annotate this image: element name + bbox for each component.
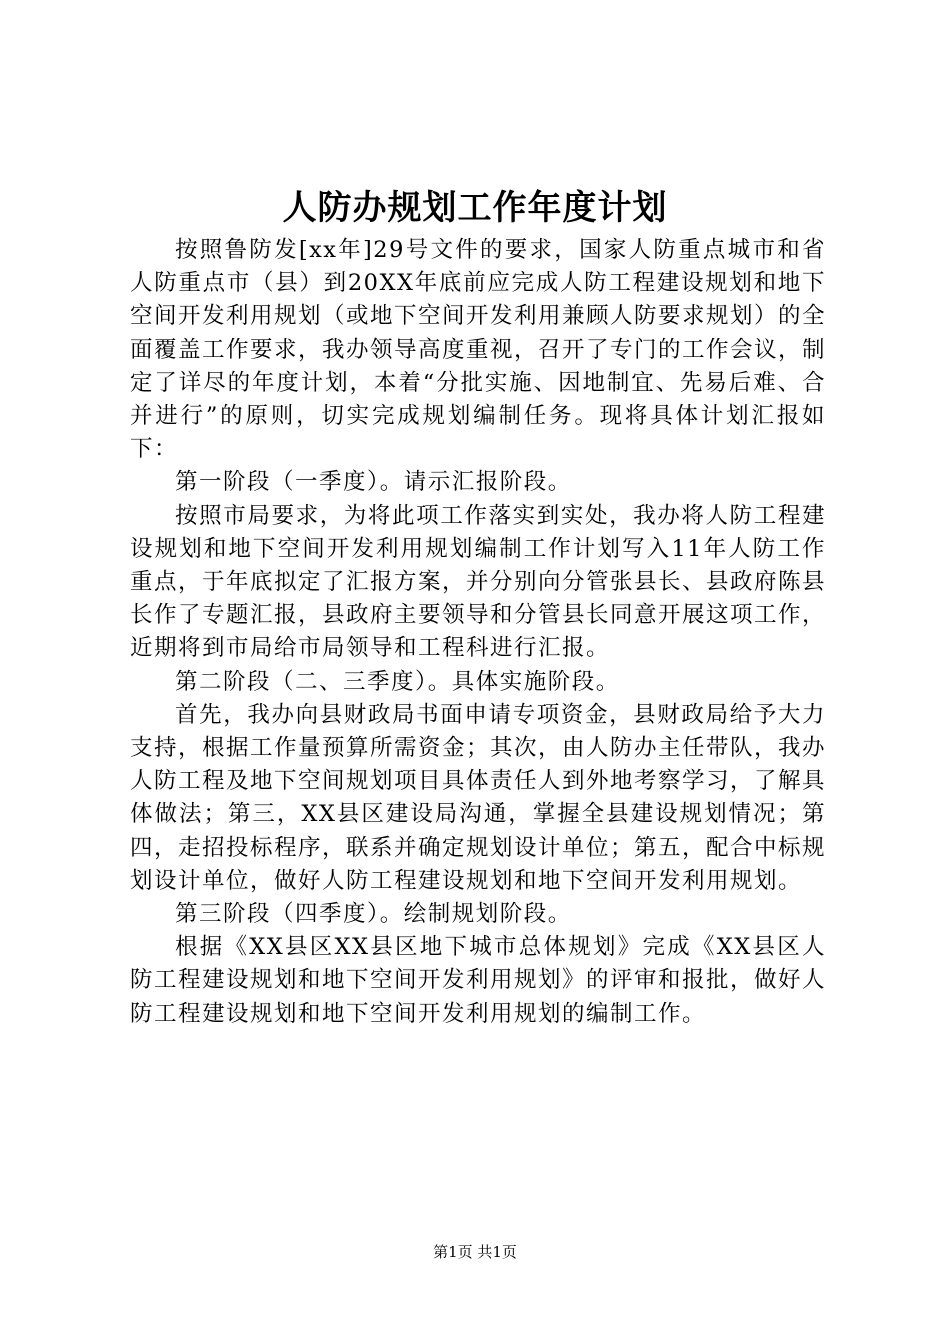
paragraph-phase-2-body: 首先，我办向县财政局书面申请专项资金，县财政局给予大力支持，根据工作量预算所需资金；其次，由人防办主任带队，我办人防工程及地下空间规划项目具体责任人到外地考察学习，了解具体做法；第三，XX县区建设局沟通，掌握全县建设规划情况；第四，走招投标程序，联系并确定规划设计单位；第五，配合中标规划设计单位，做好人防工程建设规划和地下空间开发利用规划。 <box>130 701 827 894</box>
paragraph-phase-1-body: 按照市局要求，为将此项工作落实到实处，我办将人防工程建设规划和地下空间开发利用规划编制工作计划写入11年人防工作重点，于年底拟定了汇报方案，并分别向分管张县长、县政府陈县长作了专题汇报，县政府主要领导和分管县长同意开展这项工作，近期将到市局给市局领导和工程科进行汇报。 <box>130 502 827 662</box>
paragraph-phase-1-heading: 第一阶段（一季度）。请示汇报阶段。 <box>175 469 572 496</box>
paragraph-phase-2-heading: 第二阶段（二、三季度）。具体实施阶段。 <box>175 668 620 695</box>
paragraph-phase-3-body: 根据《XX县区XX县区地下城市总体规划》完成《XX县区人防工程建设规划和地下空间开发利用规划》的评审和报批，做好人防工程建设规划和地下空间开发利用规划的编制工作。 <box>130 934 827 1027</box>
document-title: 人防办规划工作年度计划 <box>282 188 668 228</box>
document-body <box>130 234 826 1031</box>
paragraph-intro: 按照鲁防发[xx年]29号文件的要求，国家人防重点城市和省人防重点市（县）到20XX年底前应完成人防工程建设规划和地下空间开发利用规划（或地下空间开发利用兼顾人防要求规划）的全面覆盖工作要求，我办领导高度重视，召开了专门的工作会议，制定了详尽的年度计划，本着“分批实施、因地制宜、先易后难、合并进行”的原则，切实完成规划编制任务。现将具体计划汇报如下： <box>130 237 827 463</box>
page-footer: 第1页 共1页 <box>433 1243 517 1261</box>
paragraph-phase-3-heading: 第三阶段（四季度）。绘制规划阶段。 <box>175 901 572 928</box>
